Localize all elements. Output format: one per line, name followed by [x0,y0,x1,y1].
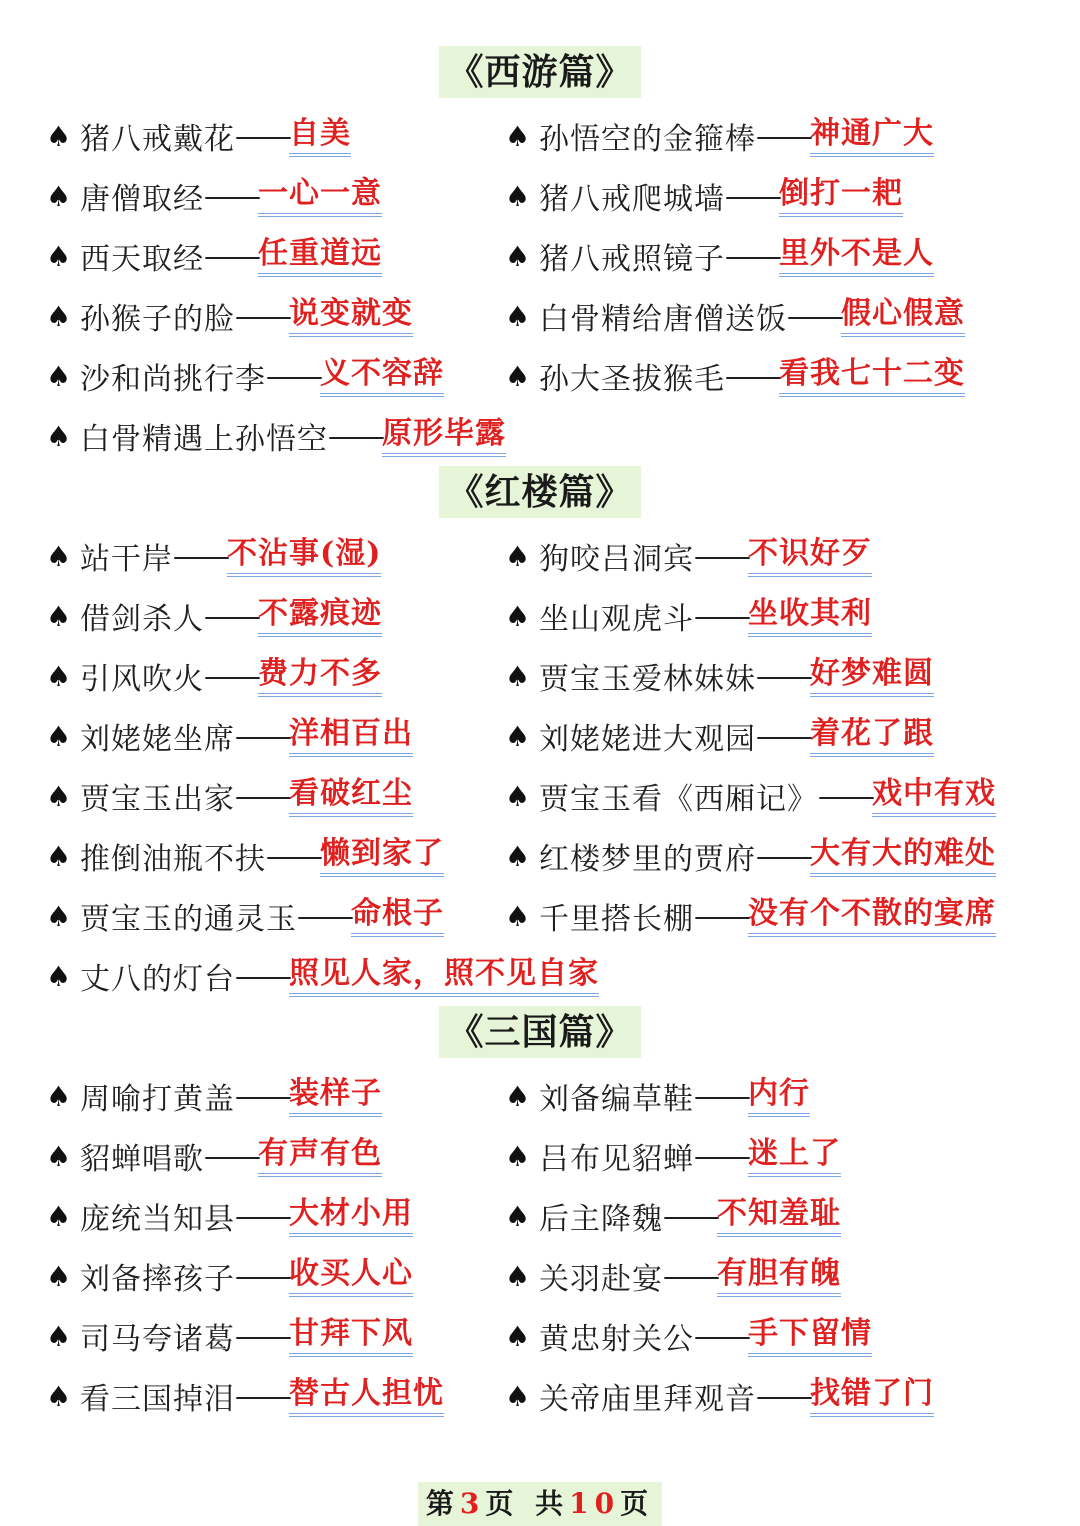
spade-bullet-icon: ♠ [505,1139,532,1173]
em-dash-separator: —— [694,1078,748,1114]
em-dash-separator: —— [787,298,841,334]
saying-answer: 照见人家，照不见自家 [289,955,599,997]
saying-first-part: 站干岸 [80,542,173,577]
spade-bullet-icon: ♠ [505,119,532,153]
saying-row [0,526,1080,586]
saying-answer: 洋相百出 [289,715,413,757]
saying-row [0,106,1080,166]
saying-item [46,526,381,586]
saying-answer: 看我七十二变 [779,355,965,397]
saying-first-part: 西天取经 [80,242,204,277]
saying-answer: 费力不多 [258,655,382,697]
saying-item [46,766,413,826]
saying-answer: 戏中有戏 [872,775,996,817]
saying-answer: 一心一意 [258,175,382,217]
em-dash-separator: —— [694,598,748,634]
saying-item [46,706,413,766]
saying-item [46,1186,413,1246]
saying-answer: 有胆有魄 [717,1255,841,1297]
saying-row [0,586,1080,646]
em-dash-separator: —— [204,598,258,634]
spade-bullet-icon: ♠ [46,779,73,813]
saying-item [46,106,351,166]
em-dash-separator: —— [204,658,258,694]
saying-item [46,886,444,946]
em-dash-separator: —— [235,1198,289,1234]
saying-row [0,226,1080,286]
saying-item [46,286,413,346]
spade-bullet-icon: ♠ [505,899,532,933]
page-footer [0,1482,1080,1526]
saying-answer: 内行 [748,1075,810,1117]
em-dash-separator: —— [328,418,382,454]
spade-bullet-icon: ♠ [46,299,73,333]
saying-answer: 装样子 [289,1075,382,1117]
saying-item [46,1066,382,1126]
em-dash-separator: —— [297,898,351,934]
section-title: 《红楼篇》 [439,466,640,518]
saying-row [0,1186,1080,1246]
saying-answer: 自美 [289,115,351,157]
spade-bullet-icon: ♠ [505,1079,532,1113]
saying-answer: 找错了门 [810,1375,934,1417]
saying-item [505,286,965,346]
saying-item [505,346,965,406]
saying-first-part: 孙猴子的脸 [80,302,235,337]
spade-bullet-icon: ♠ [505,359,532,393]
spade-bullet-icon: ♠ [46,599,73,633]
saying-first-part: 唐僧取经 [80,182,204,217]
saying-answer: 命根子 [351,895,444,937]
saying-item [505,826,996,886]
saying-item [505,586,872,646]
saying-first-part: 关羽赴宴 [539,1262,663,1297]
saying-item [505,526,872,586]
em-dash-separator: —— [694,1318,748,1354]
em-dash-separator: —— [663,1258,717,1294]
saying-first-part: 贾宝玉爱林妹妹 [539,662,756,697]
saying-first-part: 白骨精遇上孙悟空 [80,422,328,457]
saying-first-part: 沙和尚挑行李 [80,362,266,397]
saying-row [0,646,1080,706]
saying-row [0,706,1080,766]
saying-answer: 说变就变 [289,295,413,337]
saying-answer: 收买人心 [289,1255,413,1297]
saying-item [46,646,382,706]
em-dash-separator: —— [694,1138,748,1174]
saying-answer: 有声有色 [258,1135,382,1177]
saying-first-part: 看三国掉泪 [80,1382,235,1417]
total-pages-number: 10 [569,1487,621,1520]
em-dash-separator: —— [756,1378,810,1414]
saying-item [46,166,382,226]
saying-first-part: 借剑杀人 [80,602,204,637]
saying-item [46,226,382,286]
spade-bullet-icon: ♠ [505,779,532,813]
footer-mid: 页 共 [485,1487,570,1520]
saying-item [46,1366,444,1426]
footer-prefix: 第 [425,1487,460,1520]
spade-bullet-icon: ♠ [505,839,532,873]
saying-first-part: 孙悟空的金箍棒 [539,122,756,157]
em-dash-separator: —— [694,898,748,934]
footer-suffix: 页 [620,1487,655,1520]
saying-answer: 不识好歹 [748,535,872,577]
em-dash-separator: —— [235,1078,289,1114]
spade-bullet-icon: ♠ [46,1079,73,1113]
saying-answer: 倒打一耙 [779,175,903,217]
saying-row [0,286,1080,346]
saying-first-part: 贾宝玉看《西厢记》 [539,782,818,817]
saying-answer: 不露痕迹 [258,595,382,637]
saying-item [505,1306,872,1366]
em-dash-separator: —— [173,538,227,574]
spade-bullet-icon: ♠ [46,539,73,573]
em-dash-separator: —— [235,1378,289,1414]
saying-answer: 大有大的难处 [810,835,996,877]
saying-item [46,406,506,466]
saying-first-part: 贾宝玉的通灵玉 [80,902,297,937]
spade-bullet-icon: ♠ [505,1319,532,1353]
saying-first-part: 貂蝉唱歌 [80,1142,204,1177]
current-page-number: 3 [459,1487,486,1520]
saying-item [505,646,934,706]
saying-first-part: 刘备编草鞋 [539,1082,694,1117]
em-dash-separator: —— [235,958,289,994]
saying-row [0,766,1080,826]
em-dash-separator: —— [725,178,779,214]
saying-first-part: 狗咬吕洞宾 [539,542,694,577]
saying-first-part: 贾宝玉出家 [80,782,235,817]
spade-bullet-icon: ♠ [505,239,532,273]
saying-answer: 坐收其利 [748,595,872,637]
em-dash-separator: —— [756,658,810,694]
saying-first-part: 红楼梦里的贾府 [539,842,756,877]
saying-item [46,826,444,886]
saying-answer: 不知羞耻 [717,1195,841,1237]
saying-item [46,586,382,646]
saying-first-part: 刘备摔孩子 [80,1262,235,1297]
em-dash-separator: —— [235,1318,289,1354]
saying-answer: 懒到家了 [320,835,444,877]
saying-answer: 迷上了 [748,1135,841,1177]
saying-first-part: 黄忠射关公 [539,1322,694,1357]
em-dash-separator: —— [756,838,810,874]
em-dash-separator: —— [818,778,872,814]
saying-item [505,1366,934,1426]
em-dash-separator: —— [204,238,258,274]
saying-row [0,1306,1080,1366]
em-dash-separator: —— [204,178,258,214]
saying-row [0,1066,1080,1126]
saying-first-part: 司马夸诸葛 [80,1322,235,1357]
em-dash-separator: —— [663,1198,717,1234]
saying-answer: 没有个不散的宴席 [748,895,996,937]
spade-bullet-icon: ♠ [505,599,532,633]
saying-first-part: 白骨精给唐僧送饭 [539,302,787,337]
spade-bullet-icon: ♠ [46,899,73,933]
saying-first-part: 猪八戒爬城墙 [539,182,725,217]
section-title-wrap [0,46,1080,98]
saying-answer: 不沾事(湿) [227,535,381,577]
saying-answer: 里外不是人 [779,235,934,277]
saying-first-part: 猪八戒戴花 [80,122,235,157]
saying-row [0,826,1080,886]
em-dash-separator: —— [235,718,289,754]
spade-bullet-icon: ♠ [46,1199,73,1233]
spade-bullet-icon: ♠ [505,1199,532,1233]
saying-answer: 手下留情 [748,1315,872,1357]
saying-first-part: 后主降魏 [539,1202,663,1237]
spade-bullet-icon: ♠ [505,299,532,333]
section-title: 《三国篇》 [439,1006,640,1058]
section-title-wrap [0,1006,1080,1058]
saying-first-part: 猪八戒照镜子 [539,242,725,277]
saying-first-part: 孙大圣拔猴毛 [539,362,725,397]
saying-answer: 假心假意 [841,295,965,337]
spade-bullet-icon: ♠ [505,659,532,693]
saying-item [46,1246,413,1306]
saying-answer: 甘拜下风 [289,1315,413,1357]
saying-first-part: 吕布见貂蝉 [539,1142,694,1177]
saying-row [0,1126,1080,1186]
em-dash-separator: —— [694,538,748,574]
spade-bullet-icon: ♠ [46,239,73,273]
em-dash-separator: —— [756,118,810,154]
spade-bullet-icon: ♠ [46,359,73,393]
saying-row [0,946,1080,1006]
em-dash-separator: —— [266,838,320,874]
saying-first-part: 千里搭长棚 [539,902,694,937]
saying-item [505,1246,841,1306]
saying-item [505,1126,841,1186]
saying-item [505,226,934,286]
saying-item [505,766,996,826]
saying-item [505,1066,810,1126]
saying-row [0,886,1080,946]
spade-bullet-icon: ♠ [505,1259,532,1293]
page-indicator [418,1482,662,1526]
em-dash-separator: —— [235,778,289,814]
saying-first-part: 庞统当知县 [80,1202,235,1237]
spade-bullet-icon: ♠ [505,179,532,213]
saying-answer: 好梦难圆 [810,655,934,697]
saying-first-part: 刘姥姥坐席 [80,722,235,757]
spade-bullet-icon: ♠ [46,1319,73,1353]
saying-first-part: 周喻打黄盖 [80,1082,235,1117]
em-dash-separator: —— [725,358,779,394]
saying-first-part: 关帝庙里拜观音 [539,1382,756,1417]
spade-bullet-icon: ♠ [46,419,73,453]
section-title: 《西游篇》 [439,46,640,98]
spade-bullet-icon: ♠ [46,959,73,993]
saying-item [505,886,996,946]
saying-row [0,1366,1080,1426]
spade-bullet-icon: ♠ [46,1259,73,1293]
em-dash-separator: —— [235,298,289,334]
section-title-wrap [0,466,1080,518]
saying-item [505,166,903,226]
saying-answer: 义不容辞 [320,355,444,397]
saying-answer: 替古人担忧 [289,1375,444,1417]
saying-row [0,1246,1080,1306]
spade-bullet-icon: ♠ [46,179,73,213]
em-dash-separator: —— [266,358,320,394]
em-dash-separator: —— [725,238,779,274]
saying-answer: 神通广大 [810,115,934,157]
spade-bullet-icon: ♠ [505,719,532,753]
saying-row [0,406,1080,466]
spade-bullet-icon: ♠ [46,659,73,693]
saying-item [505,1186,841,1246]
saying-item [505,106,934,166]
saying-first-part: 引风吹火 [80,662,204,697]
saying-first-part: 丈八的灯台 [80,962,235,997]
saying-answer: 大材小用 [289,1195,413,1237]
spade-bullet-icon: ♠ [46,119,73,153]
spade-bullet-icon: ♠ [46,719,73,753]
saying-answer: 看破红尘 [289,775,413,817]
saying-first-part: 坐山观虎斗 [539,602,694,637]
spade-bullet-icon: ♠ [46,1379,73,1413]
spade-bullet-icon: ♠ [505,539,532,573]
saying-answer: 原形毕露 [382,415,506,457]
saying-answer: 任重道远 [258,235,382,277]
saying-first-part: 推倒油瓶不扶 [80,842,266,877]
saying-item [46,946,599,1006]
spade-bullet-icon: ♠ [46,1139,73,1173]
saying-item [46,1126,382,1186]
saying-item [46,1306,413,1366]
em-dash-separator: —— [235,1258,289,1294]
em-dash-separator: —— [756,718,810,754]
saying-first-part: 刘姥姥进大观园 [539,722,756,757]
saying-row [0,346,1080,406]
saying-item [46,346,444,406]
em-dash-separator: —— [204,1138,258,1174]
saying-row [0,166,1080,226]
saying-item [505,706,934,766]
spade-bullet-icon: ♠ [46,839,73,873]
em-dash-separator: —— [235,118,289,154]
saying-answer: 着花了跟 [810,715,934,757]
spade-bullet-icon: ♠ [505,1379,532,1413]
